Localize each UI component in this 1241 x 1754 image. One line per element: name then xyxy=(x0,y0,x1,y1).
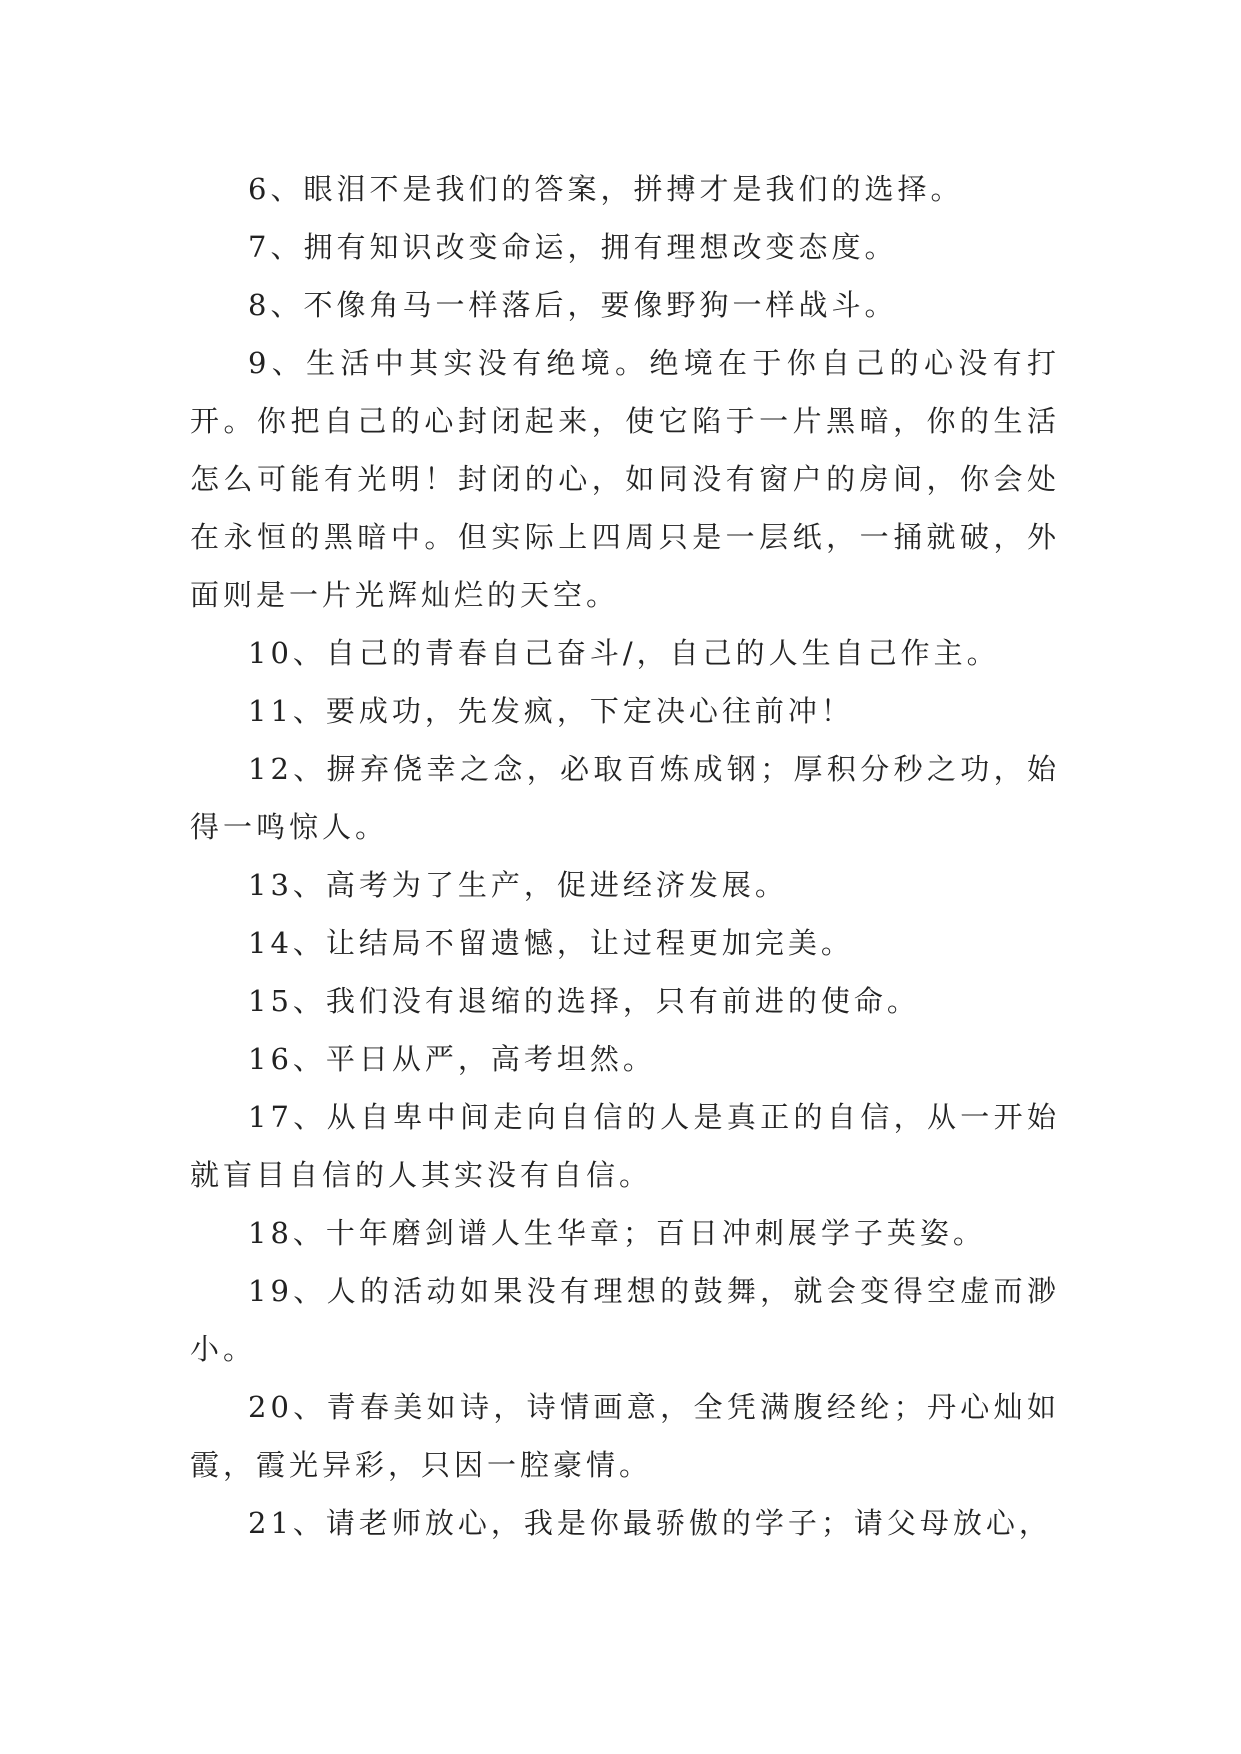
paragraph-9: 9、生活中其实没有绝境。绝境在于你自己的心没有打开。你把自己的心封闭起来，使它陷于一片黑暗，你的生活怎么可能有光明！封闭的心，如同没有窗户的房间，你会处在永恒的黑暗中。但实际上四周只是一层纸，一捅就破，外面则是一片光辉灿烂的天空。 xyxy=(190,346,1060,612)
paragraph-15: 15、我们没有退缩的选择，只有前进的使命。 xyxy=(248,984,920,1018)
paragraph-12: 12、摒弃侥幸之念，必取百炼成钢；厚积分秒之功，始得一鸣惊人。 xyxy=(190,752,1060,844)
paragraph-14: 14、让结局不留遗憾，让过程更加完美。 xyxy=(248,926,854,960)
paragraph-19: 19、人的活动如果没有理想的鼓舞，就会变得空虚而渺小。 xyxy=(190,1274,1060,1366)
paragraph-6: 6、眼泪不是我们的答案，拼搏才是我们的选择。 xyxy=(248,172,964,206)
paragraph-10: 10、自己的青春自己奋斗/，自己的人生自己作主。 xyxy=(248,636,1000,670)
paragraph-21: 21、请老师放心，我是你最骄傲的学子；请父母放心， xyxy=(248,1506,1052,1540)
paragraph-13: 13、高考为了生产，促进经济发展。 xyxy=(248,868,788,902)
paragraph-17: 17、从自卑中间走向自信的人是真正的自信，从一开始就盲目自信的人其实没有自信。 xyxy=(190,1100,1060,1192)
paragraph-8: 8、不像角马一样落后，要像野狗一样战斗。 xyxy=(248,288,898,322)
paragraph-7: 7、拥有知识改变命运，拥有理想改变态度。 xyxy=(248,230,898,264)
paragraph-20: 20、青春美如诗，诗情画意，全凭满腹经纶；丹心灿如霞，霞光异彩，只因一腔豪情。 xyxy=(190,1390,1060,1482)
document-body xyxy=(190,160,1060,1552)
paragraph-18: 18、十年磨剑谱人生华章；百日冲刺展学子英姿。 xyxy=(248,1216,986,1250)
paragraph-11: 11、要成功，先发疯，下定决心往前冲！ xyxy=(248,694,854,728)
paragraph-16: 16、平日从严，高考坦然。 xyxy=(248,1042,656,1076)
